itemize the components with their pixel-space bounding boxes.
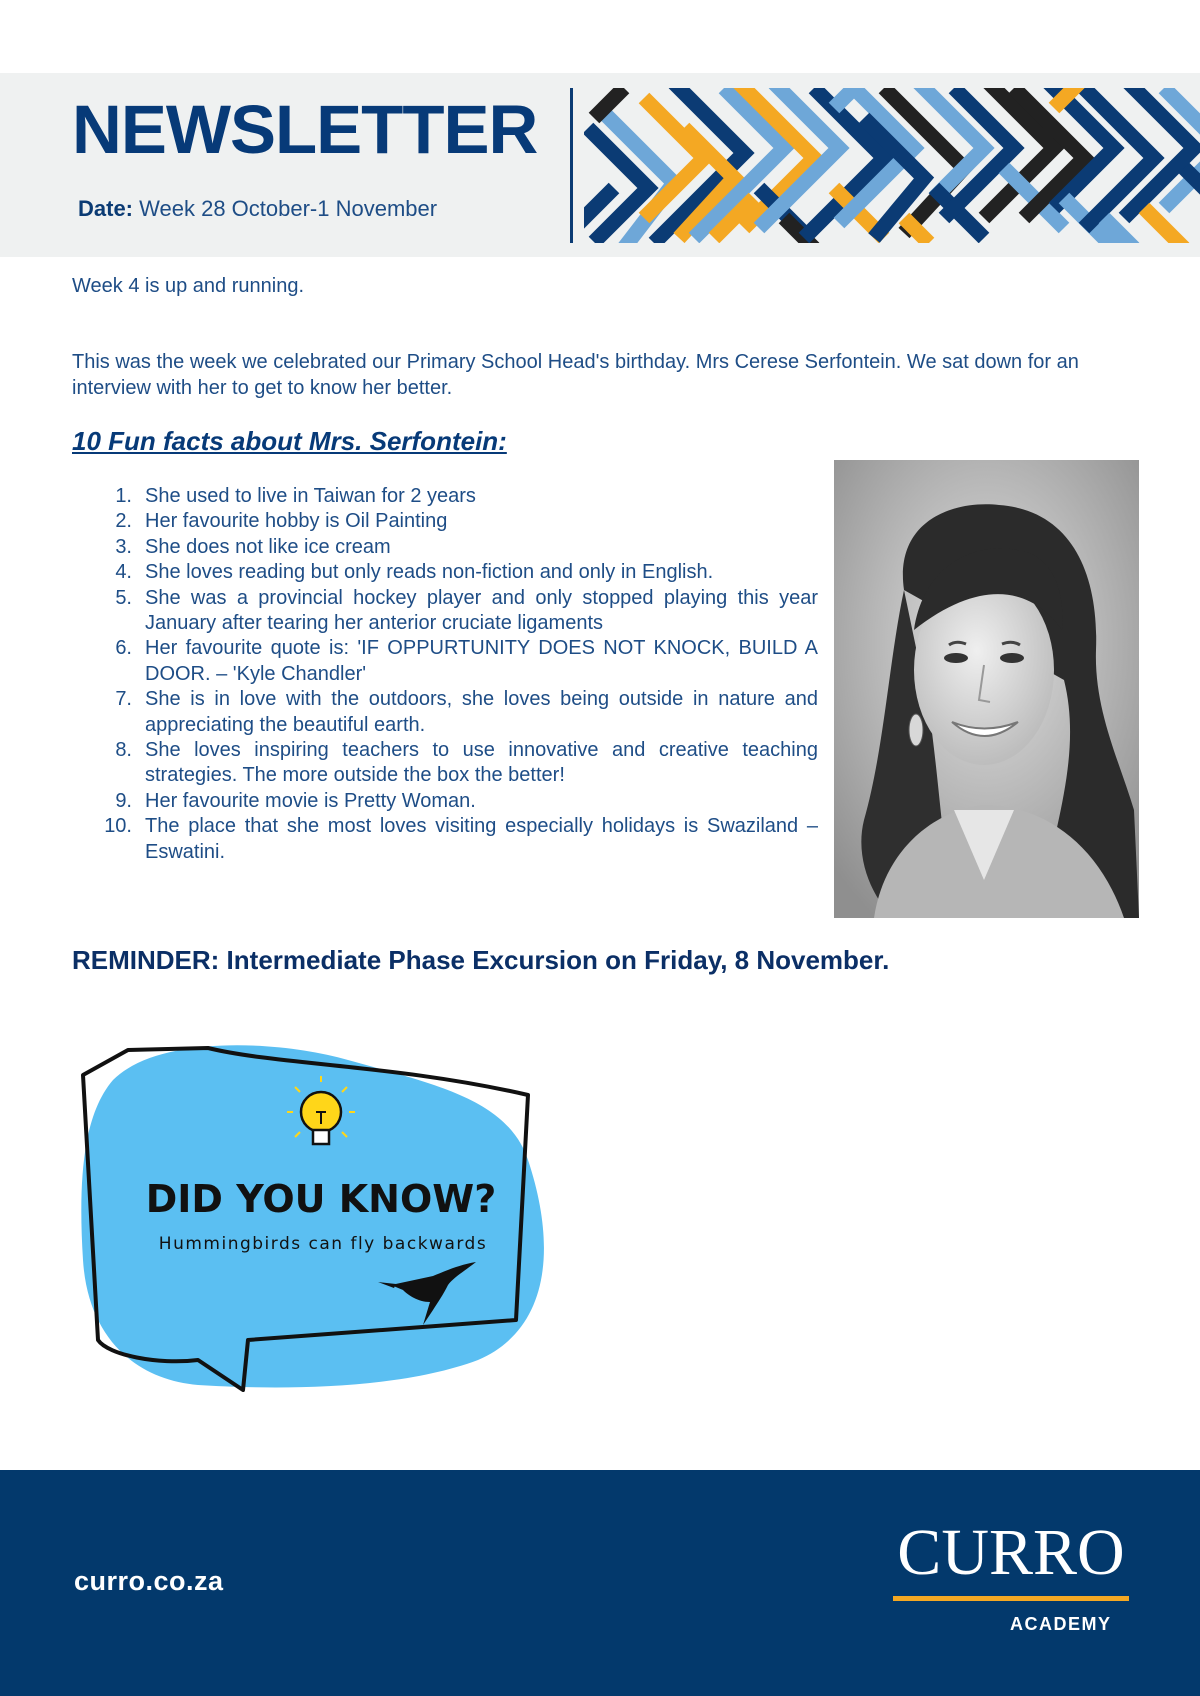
- list-item: [100, 789, 818, 814]
- list-item: [100, 560, 818, 585]
- list-text: She loves inspiring teachers to use innovative and creative teaching strategies. The more outside the box the better!: [145, 739, 818, 787]
- list-item: [100, 509, 818, 534]
- list-number: 2.: [115, 510, 132, 533]
- fun-facts-list: [100, 484, 818, 865]
- list-number: 10.: [104, 815, 132, 838]
- intro-text: Week 4 is up and running.: [72, 275, 305, 297]
- list-text: She does not like ice cream: [145, 535, 391, 558]
- list-item: [100, 636, 818, 687]
- list-text: She is in love with the outdoors, she loves being outside in nature and appreciating the beautiful earth.: [145, 688, 818, 736]
- list-number: 8.: [115, 739, 132, 762]
- excursion-reminder: REMINDER: Intermediate Phase Excursion on Friday, 8 November.: [72, 945, 890, 975]
- logo-academy-text: ACADEMY: [1010, 1614, 1112, 1634]
- list-item: [100, 535, 818, 560]
- list-item: [100, 484, 818, 509]
- did-you-know-graphic: [78, 1040, 568, 1420]
- header-divider: [570, 88, 573, 243]
- list-item: [100, 814, 818, 865]
- list-number: 6.: [115, 637, 132, 660]
- date-label: Date:: [78, 196, 134, 221]
- list-number: 1.: [115, 485, 132, 507]
- did-you-know-title: DID YOU KNOW?: [145, 1177, 497, 1221]
- list-number: 7.: [115, 688, 132, 711]
- list-text: She loves reading but only reads non-fiction and only in English.: [145, 561, 714, 584]
- list-text: Her favourite hobby is Oil Painting: [145, 510, 448, 533]
- curro-logo-text: CURRO: [897, 1516, 1125, 1589]
- list-text: Her favourite quote is: 'IF OPPURTUNITY DOES NOT KNOCK, BUILD A DOOR. – 'Kyle Chandler': [145, 637, 818, 685]
- did-you-know-fact: Hummingbirds can fly backwards: [158, 1234, 488, 1254]
- list-text: She used to live in Taiwan for 2 years: [145, 485, 476, 507]
- logo-underline: [893, 1596, 1129, 1601]
- list-item: [100, 586, 818, 637]
- list-text: She was a provincial hockey player and only stopped playing this year January after tearing her anterior cruciate ligaments: [145, 586, 818, 635]
- list-number: 9.: [115, 789, 132, 812]
- portrait-photo: [834, 460, 1139, 918]
- list-text: Her favourite movie is Pretty Woman.: [145, 789, 476, 812]
- date-line: [78, 196, 437, 222]
- list-number: 5.: [115, 586, 132, 609]
- geometric-pattern-banner: [584, 88, 1200, 243]
- list-item: [100, 738, 818, 789]
- list-number: 3.: [115, 535, 132, 558]
- website-link[interactable]: curro.co.za: [74, 1566, 224, 1596]
- list-number: 4.: [115, 561, 132, 584]
- facts-heading: 10 Fun facts about Mrs. Serfontein:: [72, 426, 507, 456]
- date-value: Week 28 October-1 November: [139, 196, 438, 221]
- newsletter-title: NEWSLETTER: [72, 91, 538, 168]
- list-text: The place that she most loves visiting especially holidays is Swaziland – Eswatini.: [145, 815, 818, 863]
- birthday-paragraph: This was the week we celebrated our Primary School Head's birthday. Mrs Cerese Serfontein. We sat down for an interview with her to get to know her better.: [72, 351, 1079, 399]
- list-item: [100, 687, 818, 738]
